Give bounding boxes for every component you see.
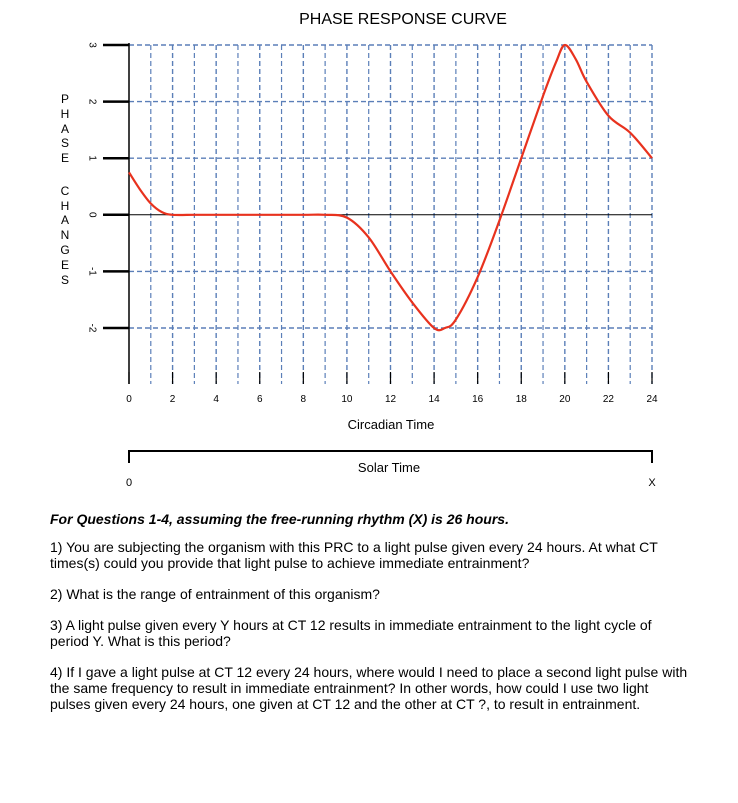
x-tick-label: 10: [341, 394, 353, 405]
questions-heading: For Questions 1-4, assuming the free-running rhythm (X) is 26 hours.: [50, 511, 509, 527]
solar-time-bar: [126, 450, 656, 489]
question-4: 4) If I gave a light pulse at CT 12 every 24 hours, where would I need to place a second light pulse with the same frequency to result in immediate entrainment? In other words, how could I use two light pulses given every 24 hours, one given at CT 12 and the other at CT ?, to result in entrainment.: [50, 664, 688, 712]
chart-title: PHASE RESPONSE CURVE: [299, 11, 507, 28]
y-axis-label-letter: H: [60, 198, 70, 213]
y-axis-label-letter: P: [60, 92, 69, 106]
question-2: 2) What is the range of entrainment of this organism?: [50, 586, 380, 602]
y-axis-label-letter: A: [60, 213, 69, 228]
x-tick-label: 22: [602, 394, 614, 405]
solar-time-end-label: X: [648, 477, 656, 489]
y-tick-label: 0: [86, 212, 98, 218]
x-tick-label: 2: [169, 394, 176, 405]
x-tick-label: 6: [256, 394, 263, 405]
x-tick-label: 4: [213, 394, 219, 405]
x-tick-label: 14: [428, 394, 440, 405]
question-1: 1) You are subjecting the organism with this PRC to a light pulse given every 24 hours. At what CT times(s) could you provide that light pulse to achieve immediate entrainment?: [50, 539, 658, 571]
x-tick-label: 16: [472, 394, 484, 405]
x-axis-label: Circadian Time: [347, 417, 435, 432]
y-axis-label-letter: G: [60, 242, 70, 257]
axis-layer: [103, 43, 652, 384]
y-tick-label: 2: [86, 98, 98, 105]
x-tick-label: 12: [384, 394, 397, 405]
questions-section: [50, 511, 690, 727]
question-3: 3) A light pulse given every Y hours at CT 12 results in immediate entrainment to the light cycle of period Y. What is this period?: [50, 617, 652, 649]
x-tick-label: 8: [300, 394, 307, 405]
y-tick-label: 3: [86, 42, 98, 48]
solar-time-label: Solar Time: [357, 460, 421, 475]
y-axis-label-letter: H: [60, 106, 70, 121]
y-axis-label-letter: E: [60, 151, 69, 166]
y-tick-label: 1: [86, 155, 98, 161]
x-tick-label: 20: [559, 394, 571, 405]
y-axis-label-letter: E: [60, 257, 69, 272]
x-tick-label: 24: [646, 394, 658, 405]
y-axis-label-letter: C: [60, 183, 70, 198]
y-axis-label-letter: A: [60, 121, 69, 136]
solar-time-start-label: 0: [125, 477, 133, 489]
y-tick-label: -1: [86, 266, 98, 276]
x-tick-label: 18: [515, 394, 527, 405]
y-axis-label-letter: S: [60, 272, 69, 287]
y-axis-label-letter: N: [60, 228, 70, 243]
x-tick-label: 0: [126, 394, 132, 405]
y-axis-label-letter: S: [60, 136, 69, 151]
y-tick-label: -2: [86, 323, 98, 333]
